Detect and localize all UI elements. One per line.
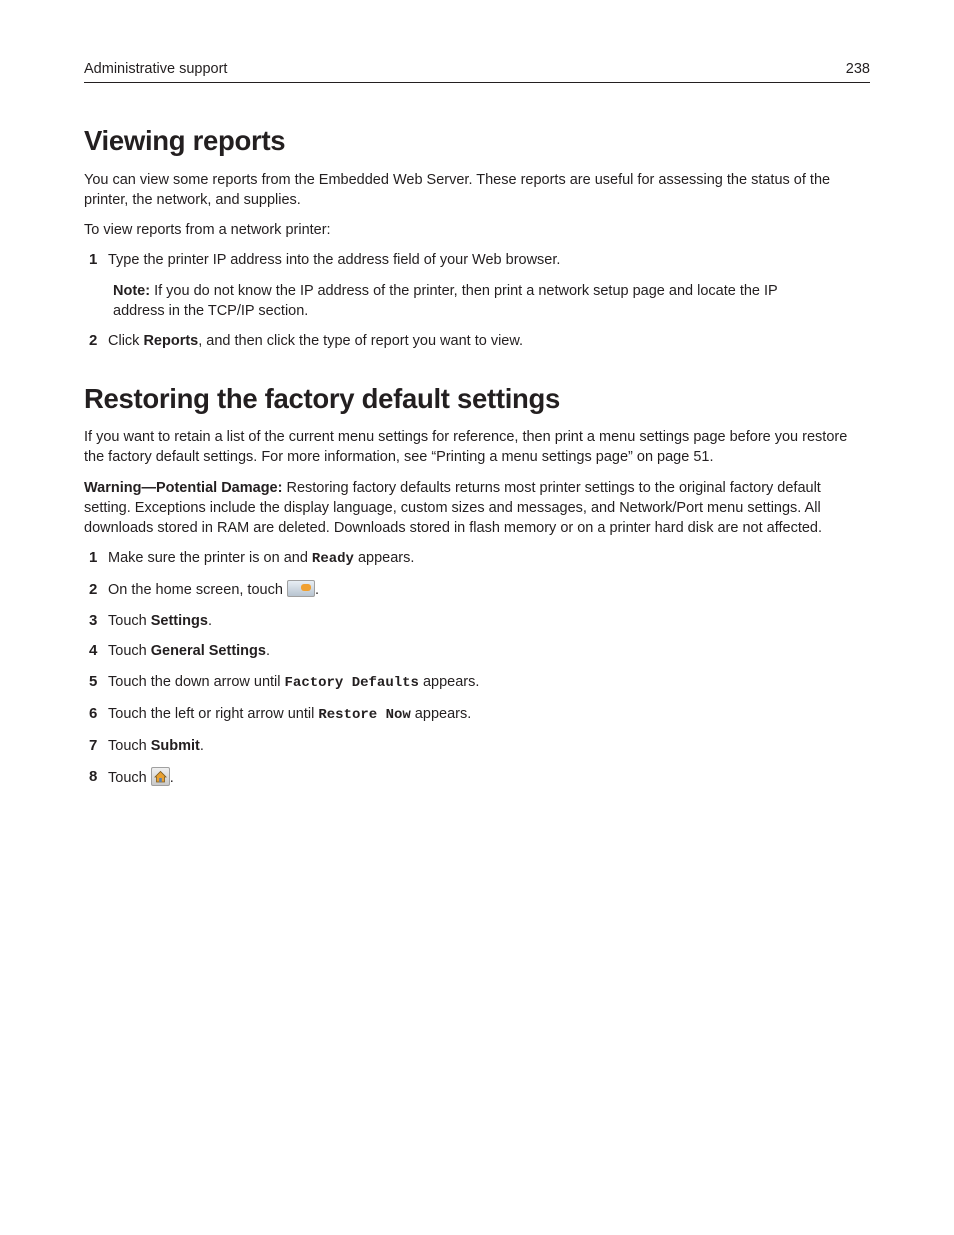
settings-icon [287,580,315,597]
restoring-step-4: 4 Touch General Settings. [89,642,270,659]
viewing-lead: To view reports from a network printer: [84,222,331,238]
page-number: 238 [845,61,870,77]
page-content [84,118,874,788]
restoring-step-3: 3 Touch Settings. [89,612,212,629]
restoring-step-7: 7 Touch Submit. [89,737,204,754]
section-title: Administrative support [84,61,228,77]
viewing-step-1: 1 Type the printer IP address into the address field of your Web browser. [89,251,561,268]
viewing-intro: You can view some reports from the Embedded Web Server. These reports are useful for assessing the status of the printer, the network, and supplies. [84,172,831,208]
restoring-warning: Warning—Potential Damage: Restoring factory defaults returns most printer settings to the original factory default setting. Exceptions include the display language, custom sizes and messages, and Network/Port menu settings. All downloads stored in RAM are deleted. Downloads stored in flash memory or on a printer hard disk are not affected. [84,480,823,536]
heading-viewing-reports: Viewing reports [84,125,286,156]
restoring-step-6: 6 Touch the left or right arrow until Restore Now appears. [89,705,472,723]
home-icon [151,767,170,786]
restoring-step-2: 2 On the home screen, touch . [89,581,319,598]
viewing-note: Note: If you do not know the IP address of the printer, then print a network setup page and locate the IP address in the TCP/IP section. [113,283,778,319]
restoring-intro: If you want to retain a list of the current menu settings for reference, then print a menu settings page before you restore the factory default settings. For more information, see “Printing a menu settings page” on page 51. [84,429,848,465]
restoring-step-1: 1 Make sure the printer is on and Ready appears. [89,549,415,567]
viewing-step-2: 2 Click Reports, and then click the type of report you want to view. [89,332,524,349]
page-header [84,60,870,83]
restoring-step-8: 8 Touch . [89,768,174,786]
restoring-step-5: 5 Touch the down arrow until Factory Defaults appears. [89,673,480,691]
heading-restoring-defaults: Restoring the factory default settings [84,383,561,414]
